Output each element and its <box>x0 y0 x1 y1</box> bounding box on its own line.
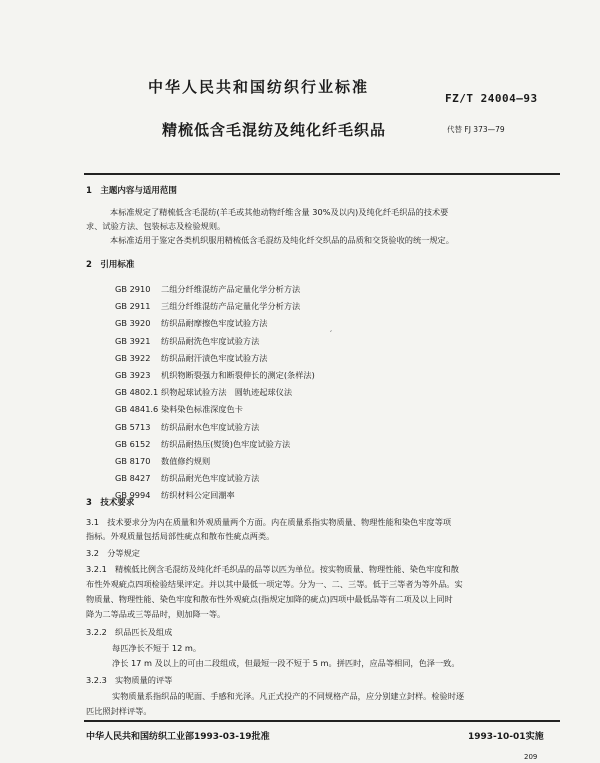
section-3-2-heading: 3.2 分等规定 <box>86 548 140 558</box>
reference-item: GB 2911 三组分纤维混纺产品定量化学分析方法 <box>115 301 301 312</box>
section-3-2-3-line-1: 实物质量系指织品的呢面、手感和光泽。凡正式投产的不同规格产品，应分别建立封样。检验时逐 <box>112 691 465 701</box>
reference-item: GB 4802.1 织物起球试验方法 圆轨迹起球仪法 <box>115 387 293 398</box>
standard-category-title: 中华人民共和国纺织行业标准 <box>148 78 370 96</box>
effective-date: 1993-10-01实施 <box>468 732 544 742</box>
page-number: 209 <box>524 753 538 761</box>
section-3-2-1-line-1: 3.2.1 精梳低比例含毛混纺及纯化纤毛织品的品等以匹为单位。按实物质量、物理性能、染色牢度和散 <box>86 564 459 574</box>
section-2-heading: 2 引用标准 <box>86 260 135 270</box>
reference-item: GB 3922 纺织品耐汗渍色牢度试验方法 <box>115 352 268 363</box>
reference-item: GB 4841.6 染料染色标准深度色卡 <box>115 404 243 415</box>
approval-line: 中华人民共和国纺织工业部1993-03-19批准 <box>86 732 270 742</box>
section-3-2-2-line-1: 每匹净长不短于 12 m。 <box>112 643 202 653</box>
section-3-2-1-line-4: 降为二等品或三等品时，则加降一等。 <box>86 609 226 619</box>
section-3-1-line-2: 指标。外观质量包括局部性疵点和散布性疵点两类。 <box>86 531 275 541</box>
reference-item: GB 3920 纺织品耐摩擦色牢度试验方法 <box>115 318 268 329</box>
reference-item: GB 5713 纺织品耐水色牢度试验方法 <box>115 421 260 432</box>
scan-mark: ′ <box>330 330 333 340</box>
header-divider <box>84 173 560 175</box>
section-3-heading: 3 技术要求 <box>86 498 135 508</box>
section-3-2-3-line-2: 匹比照封样评等。 <box>86 706 152 716</box>
section-3-2-2-line-2: 净长 17 m 及以上的可由二段组成，但最短一段不短于 5 m。拼匹时，应品等相同，色泽一致。 <box>112 658 460 668</box>
section-3-2-1-line-3: 物质量、物理性能、染色牢度和散布性外观疵点(指规定加降的疵点)四项中最低品等有二项及以上同时 <box>86 594 453 604</box>
reference-item: GB 8427 纺织品耐光色牢度试验方法 <box>115 473 260 484</box>
section-3-2-3-heading: 3.2.3 实物质量的评等 <box>86 675 173 685</box>
section-3-2-1-line-2: 布性外观疵点四项检验结果评定。并以其中最低一项定等。分为一、二、三等。低于三等者为等外品。实 <box>86 579 463 589</box>
reference-item: GB 9994 纺织材料公定回潮率 <box>115 490 235 501</box>
reference-item: GB 6152 纺织品耐热压(熨烫)色牢度试验方法 <box>115 438 291 449</box>
reference-list <box>115 281 315 505</box>
section-1-heading: 1 主题内容与适用范围 <box>86 186 177 196</box>
section-3-2-2-heading: 3.2.2 织品匹长及组成 <box>86 627 173 637</box>
standard-number: FZ/T 24004—93 <box>445 92 538 105</box>
reference-item: GB 2910 二组分纤维混纺产品定量化学分析方法 <box>115 284 301 294</box>
replaces-standard: 代替 FJ 373—79 <box>447 125 505 134</box>
footer-divider <box>84 720 560 722</box>
document-title: 精梳低含毛混纺及纯化纤毛织品 <box>162 121 387 139</box>
reference-item: GB 8170 数值修约规则 <box>115 456 211 467</box>
reference-item: GB 3923 机织物断裂强力和断裂伸长的测定(条样法) <box>115 370 315 381</box>
reference-item: GB 3921 纺织品耐洗色牢度试验方法 <box>115 335 260 346</box>
section-1-para-1-line-1: 本标准规定了精梳低含毛混纺(羊毛或其他动物纤维含量 30%及以内)及纯化纤毛织品的技术要 <box>110 207 449 217</box>
section-1-para-1-line-2: 求、试验方法、包装标志及检验规则。 <box>86 221 226 231</box>
section-1-para-2: 本标准适用于鉴定各类机织服用精梳低含毛混纺及纯化纤交织品的品质和交货验收的统一规定。 <box>110 235 454 245</box>
section-3-1-line-1: 3.1 技术要求分为内在质量和外观质量两个方面。内在质量系指实物质量、物理性能和染色牢度等项 <box>86 517 452 527</box>
